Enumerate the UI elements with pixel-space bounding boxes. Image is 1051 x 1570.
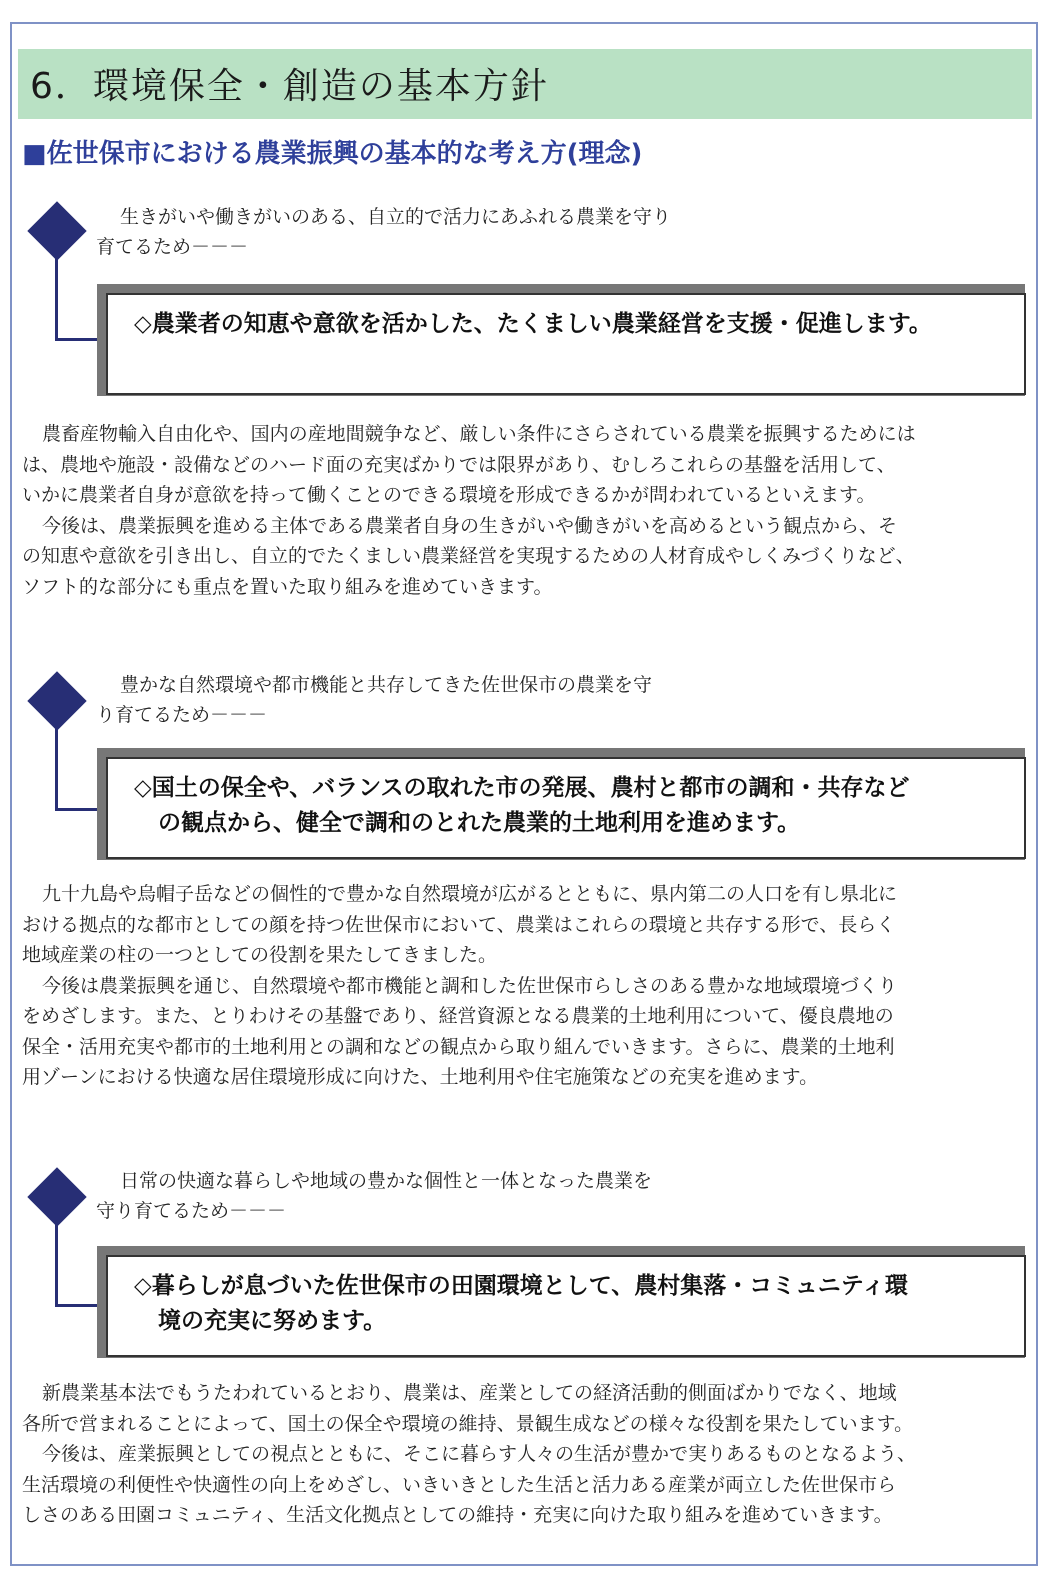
intro-line: 守り育てるため－－－: [96, 1200, 287, 1222]
policy-line: ◇国土の保全や、バランスの取れた市の発展、農村と都市の調和・共存など: [134, 775, 910, 801]
body-line: ソフト的な部分にも重点を置いた取り組みを進めていきます。: [22, 575, 553, 598]
bullet-connector: [55, 722, 103, 811]
policy-line: ◇暮らしが息づいた佐世保市の田園環境として、農村集落・コミュニティ環: [134, 1273, 908, 1299]
policy-line: ◇農業者の知恵や意欲を活かした、たくましい農業経営を支援・促進します。: [134, 311, 932, 337]
section-body: [22, 879, 1032, 1093]
body-line: 各所で営まれることによって、国土の保全や環境の維持、景観生成などの様々な役割を果たしています。: [22, 1412, 914, 1435]
body-line: 農畜産物輸入自由化や、国内の産地間競争など、厳しい条件にさらされている農業を振興するためには: [42, 423, 916, 445]
policy-box: [106, 1255, 1026, 1357]
bullet-connector: [55, 252, 103, 341]
body-line: いかに農業者自身が意欲を持って働くことのできる環境を形成できるかが問われているといえます。: [22, 484, 876, 506]
body-line: 保全・活用充実や都市的土地利用との調和などの観点から取り組んでいきます。さらに、農業的土地利: [22, 1035, 895, 1058]
body-line: は、農地や施設・設備などのハード面の充実ばかりでは限界があり、むしろこれらの基盤を活用して、: [22, 453, 896, 476]
body-line: 今後は、農業振興を進める主体である農業者自身の生きがいや働きがいを高めるという観点から、そ: [42, 514, 898, 537]
body-line: しさのある田園コミュニティ、生活文化拠点としての維持・充実に向けた取り組みを進めていきます。: [22, 1504, 893, 1526]
intro-line: 豊かな自然環境や都市機能と共存してきた佐世保市の農業を守: [120, 674, 653, 696]
policy-box: [106, 293, 1026, 395]
section-intro: [96, 670, 652, 730]
body-line: 生活環境の利便性や快適性の向上をめざし、いきいきとした生活と活力ある産業が両立した佐世保市ら: [22, 1473, 897, 1496]
policy-line: の観点から、健全で調和のとれた農業的土地利用を進めます。: [158, 810, 801, 836]
bullet-connector: [55, 1218, 103, 1307]
body-line: 用ゾーンにおける快適な居住環境形成に向けた、土地利用や住宅施策などの充実を進めます。: [22, 1066, 819, 1088]
intro-line: 日常の快適な暮らしや地域の豊かな個性と一体となった農業を: [120, 1170, 653, 1192]
page-title: 6．環境保全・創造の基本方針: [30, 66, 549, 107]
body-line: の知恵や意欲を引き出し、自立的でたくましい農業経営を実現するための人材育成やしくみづくりなど、: [22, 545, 915, 567]
body-line: 九十九島や烏帽子岳などの個性的で豊かな自然環境が広がるとともに、県内第二の人口を有し県北に: [42, 883, 898, 905]
body-line: 新農業基本法でもうたわれているとおり、農業は、産業としての経済活動的側面ばかりでなく、地域: [42, 1382, 897, 1404]
body-line: 今後は農業振興を通じ、自然環境や都市機能と調和した佐世保市らしさのある豊かな地域環境づくり: [42, 974, 898, 997]
section-body: [22, 419, 1032, 602]
section-intro: [96, 202, 671, 262]
section-subtitle: ■佐世保市における農業振興の基本的な考え方(理念): [22, 139, 643, 169]
section-body: [22, 1378, 1032, 1531]
intro-line: 生きがいや働きがいのある、自立的で活力にあふれる農業を守り: [120, 206, 672, 228]
policy-box: [106, 757, 1026, 859]
body-line: 今後は、産業振興としての視点とともに、そこに暮らす人々の生活が豊かで実りあるものとなるよう、: [42, 1443, 917, 1465]
section-intro: [96, 1166, 652, 1226]
body-line: おける拠点的な都市としての顔を持つ佐世保市において、農業はこれらの環境と共存する形で、長らく: [22, 913, 896, 936]
policy-line: 境の充実に努めます。: [158, 1308, 387, 1334]
body-line: 地域産業の柱の一つとしての役割を果たしてきました。: [22, 944, 498, 966]
intro-line: 育てるため－－－: [96, 236, 249, 258]
body-line: をめざします。また、とりわけその基盤であり、経営資源となる農業的土地利用について、優良農地の: [22, 1005, 894, 1027]
intro-line: り育てるため－－－: [96, 704, 268, 726]
